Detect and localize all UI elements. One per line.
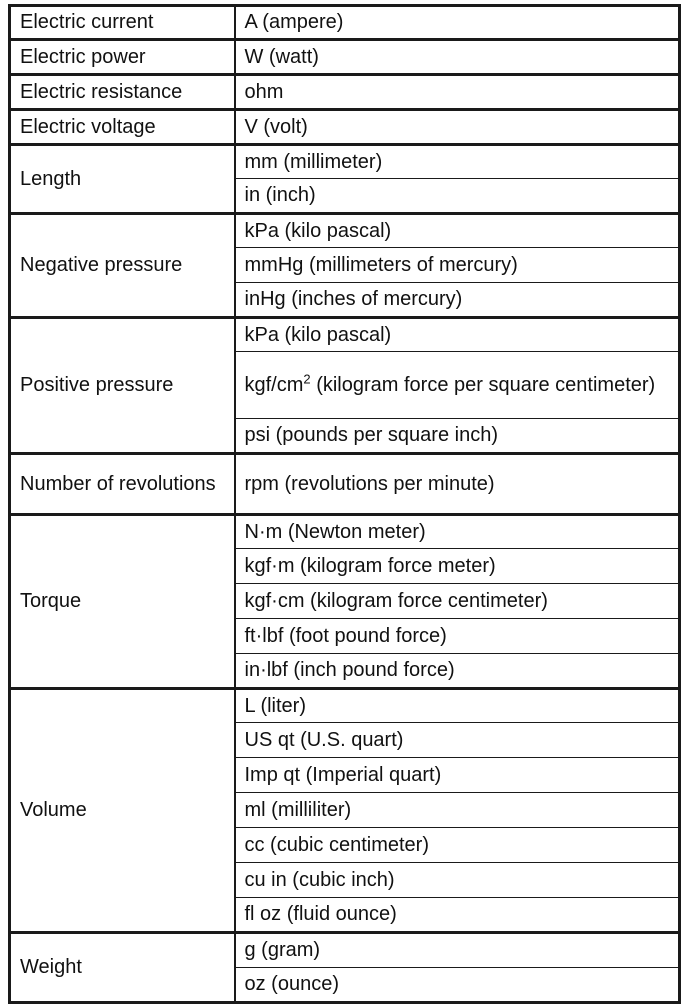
table-row — [10, 454, 680, 515]
table-row — [10, 214, 680, 248]
quantity-cell: Negative pressure — [10, 214, 235, 318]
table-row — [10, 933, 680, 968]
unit-cell: kgf·m (kilogram force meter) — [235, 549, 680, 584]
unit-cell: g (gram) — [235, 933, 680, 968]
unit-cell: W (watt) — [235, 40, 680, 75]
unit-cell: kPa (kilo pascal) — [235, 214, 680, 248]
quantity-cell: Weight — [10, 933, 235, 1003]
units-table — [8, 4, 681, 1004]
unit-cell: mmHg (millimeters of mercury) — [235, 248, 680, 283]
unit-cell: mm (millimeter) — [235, 145, 680, 179]
unit-cell: fl oz (fluid ounce) — [235, 898, 680, 933]
table-row — [10, 75, 680, 110]
quantity-cell: Electric power — [10, 40, 235, 75]
quantity-cell: Torque — [10, 515, 235, 689]
unit-cell: kgf·cm (kilogram force centimeter) — [235, 584, 680, 619]
unit-cell: inHg (inches of mercury) — [235, 283, 680, 318]
table-row — [10, 6, 680, 40]
unit-cell: US qt (U.S. quart) — [235, 723, 680, 758]
unit-cell: in (inch) — [235, 179, 680, 214]
unit-cell: N·m (Newton meter) — [235, 515, 680, 549]
table-row — [10, 515, 680, 549]
quantity-cell: Electric current — [10, 6, 235, 40]
table-row — [10, 145, 680, 179]
unit-text-kgf-cm2: kgf/$cm^2$ (kilogram force per square centimeter) — [244, 370, 656, 396]
unit-cell — [235, 352, 680, 419]
quantity-cell: Electric voltage — [10, 110, 235, 145]
unit-cell: ft·lbf (foot pound force) — [235, 619, 680, 654]
quantity-cell: Volume — [10, 689, 235, 933]
table-row — [10, 110, 680, 145]
quantity-cell: Number of revolutions — [10, 454, 235, 515]
unit-cell: cu in (cubic inch) — [235, 863, 680, 898]
unit-cell: A (ampere) — [235, 6, 680, 40]
unit-cell: rpm (revolutions per minute) — [235, 454, 680, 515]
unit-cell: kPa (kilo pascal) — [235, 318, 680, 352]
unit-cell: V (volt) — [235, 110, 680, 145]
unit-cell: L (liter) — [235, 689, 680, 723]
table-row — [10, 689, 680, 723]
table-row — [10, 318, 680, 352]
quantity-cell: Electric resistance — [10, 75, 235, 110]
superscript-2: 2 — [303, 370, 311, 386]
unit-cell: ohm — [235, 75, 680, 110]
unit-cell: in·lbf (inch pound force) — [235, 654, 680, 689]
unit-cell: Imp qt (Imperial quart) — [235, 758, 680, 793]
unit-cell: oz (ounce) — [235, 968, 680, 1003]
unit-cell: ml (milliliter) — [235, 793, 680, 828]
table-row — [10, 40, 680, 75]
quantity-cell: Positive pressure — [10, 318, 235, 454]
quantity-cell: Length — [10, 145, 235, 214]
unit-cell: psi (pounds per square inch) — [235, 419, 680, 454]
unit-cell: cc (cubic centimeter) — [235, 828, 680, 863]
